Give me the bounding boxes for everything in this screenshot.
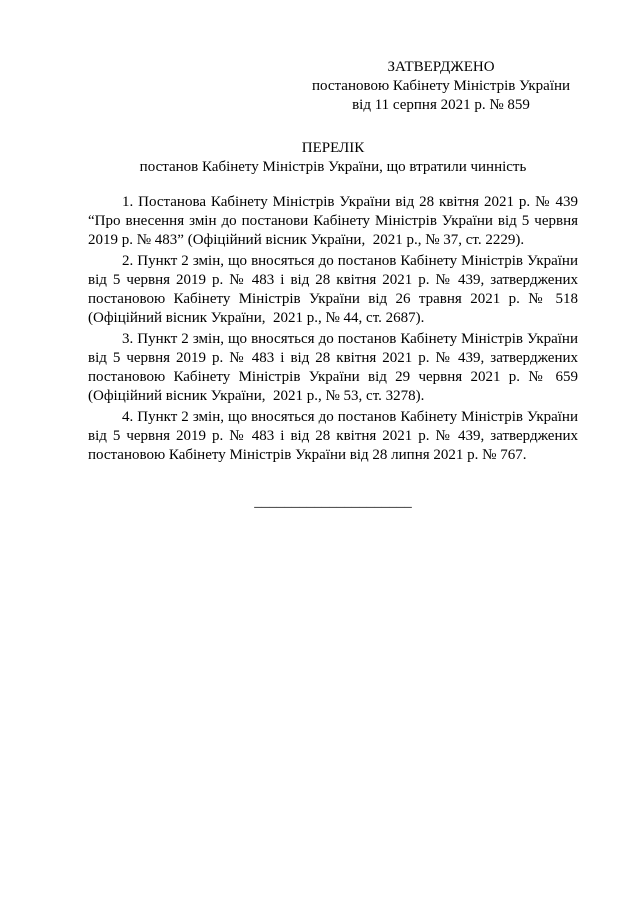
paragraph-3: 3. Пункт 2 змін, що вносяться до постанов Кабінету Міністрів України від 5 червня 2019 р. № 483 і від 28 квітня 2021 р. № 439, затверджених постановою Кабінету Міністрів України від 29 червня 2021 р. № 659 (Офіційний вісник України, 2021 р., № 53, ст. 3278). <box>88 331 578 404</box>
paragraph-list <box>88 193 578 465</box>
approval-approved-label: ЗАТВЕРДЖЕНО <box>387 59 495 75</box>
paragraph-1: 1. Постанова Кабінету Міністрів України від 28 квітня 2021 р. № 439 “Про внесення змін до постанови Кабінету Міністрів України від 5 червня 2019 р. № 483” (Офіційний вісник України, 2021 р., № 37, ст. 2229). <box>88 194 578 248</box>
title-heading: ПЕРЕЛІК <box>301 140 365 156</box>
title-subheading: постанов Кабінету Міністрів України, що втратили чинність <box>139 159 527 175</box>
document-title <box>88 139 578 177</box>
approval-block <box>312 58 570 115</box>
document-content <box>88 58 578 512</box>
paragraph-4: 4. Пункт 2 змін, що вносяться до постанов Кабінету Міністрів України від 5 червня 2019 р. № 483 і від 28 квітня 2021 р. № 439, затверджених постановою Кабінету Міністрів України від 28 липня 2021 р. № 767. <box>88 409 578 463</box>
paragraph-2: 2. Пункт 2 змін, що вносяться до постанов Кабінету Міністрів України від 5 червня 2019 р. № 483 і від 28 квітня 2021 р. № 439, затверджених постановою Кабінету Міністрів України від 26 травня 2021 р. № 518 (Офіційний вісник України, 2021 р., № 44, ст. 2687). <box>88 253 578 326</box>
approval-by-line: постановою Кабінету Міністрів України <box>312 78 571 94</box>
end-of-document-rule: _____________________ <box>254 494 412 510</box>
approval-date-line: від 11 серпня 2021 р. № 859 <box>352 97 530 113</box>
